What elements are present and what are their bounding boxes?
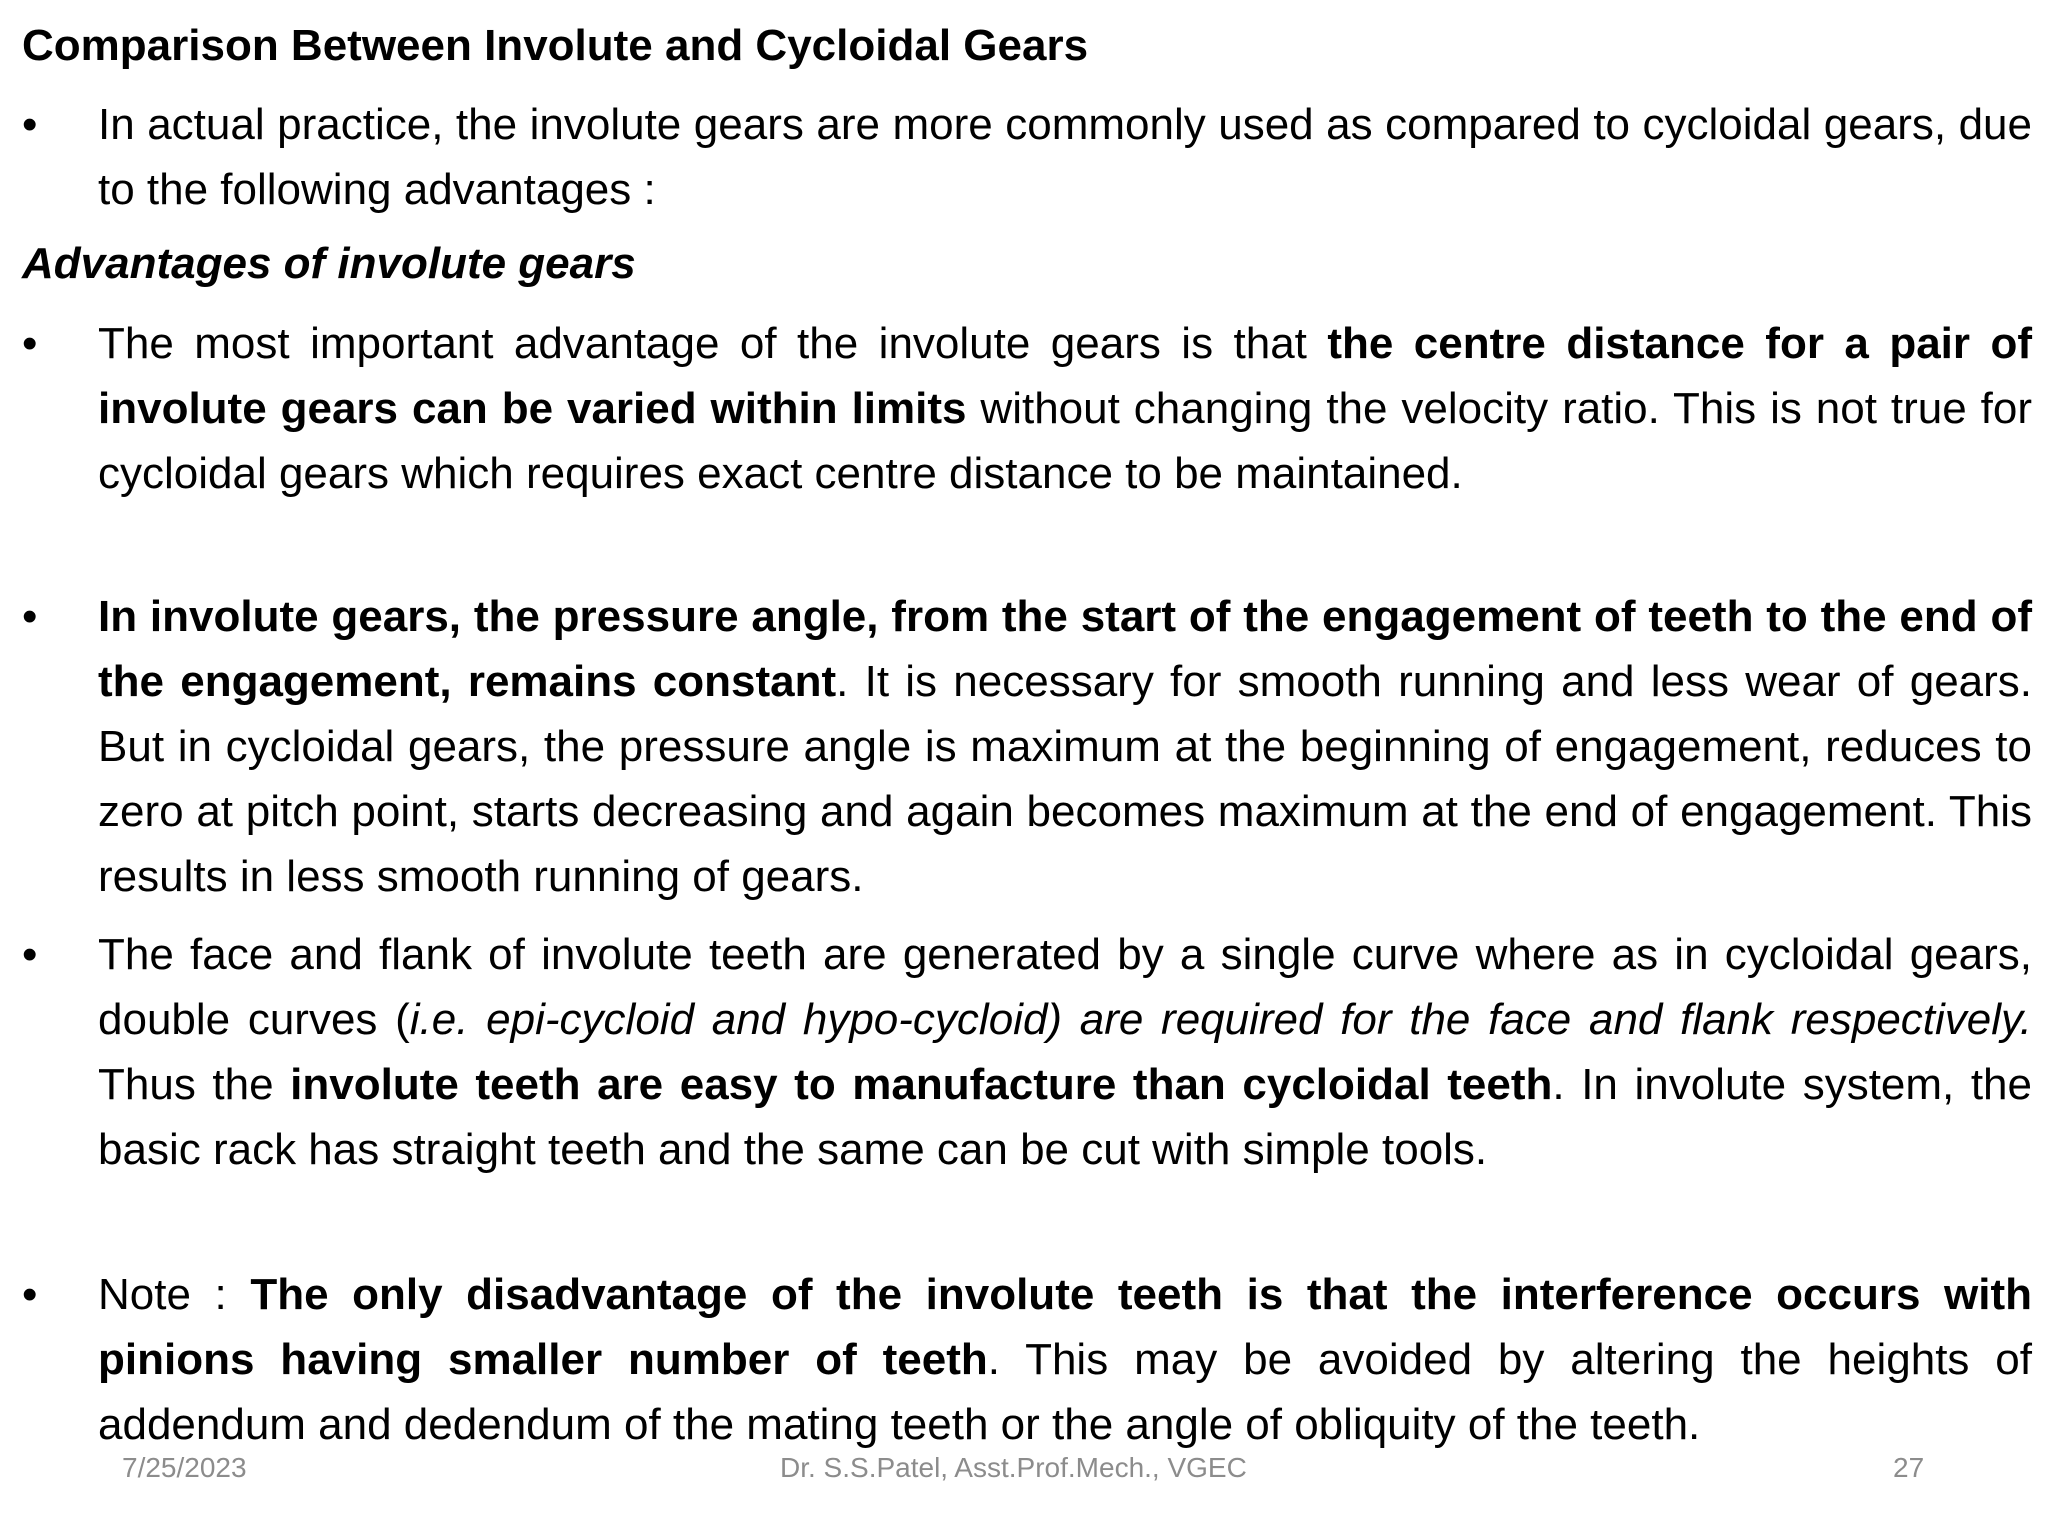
text-run: . In involute system, the basic rack has straight teeth and the same can be cut with simple tools. bbox=[98, 1060, 2033, 1174]
bold-text-run: In involute gears, the pressure angle, from the start of the engagement of teeth to the end of the engagement, remains constant bbox=[98, 592, 2032, 706]
bold-text-run: The only disadvantage of the involute teeth is that the interference occurs with pinions having smaller number of teeth bbox=[98, 1270, 2032, 1384]
advantage-bullet-2 bbox=[22, 584, 2032, 909]
bullet-marker: • bbox=[22, 1270, 38, 1319]
advantage-bullet-2-text bbox=[98, 584, 2032, 909]
bullet-marker: • bbox=[22, 930, 38, 979]
bullet-marker: • bbox=[22, 592, 38, 641]
intro-bullet-text: In actual practice, the involute gears are more commonly used as compared to cycloidal gears, due to the following advantages : bbox=[98, 100, 2032, 214]
text-run: The face and flank of involute teeth are generated by a single curve where as in cycloidal gears, double curves ( bbox=[98, 930, 2032, 1044]
bullet-marker: • bbox=[22, 319, 38, 368]
text-run: Thus the bbox=[98, 1060, 291, 1109]
bullet-marker: • bbox=[22, 100, 38, 149]
intro-bullet bbox=[22, 92, 2032, 222]
note-bullet-text bbox=[98, 1262, 2032, 1457]
advantage-bullet-3 bbox=[22, 922, 2032, 1182]
advantage-bullet-1-text bbox=[98, 311, 2032, 506]
text-run: without changing the velocity ratio. This is not true for cycloidal gears which requires exact centre distance to be maintained. bbox=[98, 384, 2032, 498]
text-run: . It is necessary for smooth running and less wear of gears. But in cycloidal gears, the pressure angle is maximum at the beginning of engagement, reduces to zero at pitch point, starts decreasing and again becomes maximum at the end of engagement. This results in less smooth running of gears. bbox=[98, 657, 2033, 901]
section-subheading: Advantages of involute gears bbox=[22, 239, 636, 288]
footer-page-number: 27 bbox=[1893, 1452, 1925, 1483]
text-run: Note : bbox=[98, 1270, 251, 1319]
advantage-bullet-1 bbox=[22, 311, 2032, 506]
text-run: The most important advantage of the involute gears is that bbox=[98, 319, 1328, 368]
slide-title: Comparison Between Involute and Cycloidal Gears bbox=[22, 21, 1089, 70]
advantage-bullet-3-text bbox=[98, 922, 2032, 1182]
note-bullet bbox=[22, 1262, 2032, 1457]
text-run: . This may be avoided by altering the heights of addendum and dedendum of the mating teeth or the angle of obliquity of the teeth. bbox=[98, 1335, 2032, 1449]
footer-author: Dr. S.S.Patel, Asst.Prof.Mech., VGEC bbox=[780, 1452, 1247, 1483]
footer-date: 7/25/2023 bbox=[122, 1452, 247, 1483]
italic-text-run: i.e. epi-cycloid and hypo-cycloid) are required for the face and flank respectively. bbox=[409, 995, 2032, 1044]
bold-text-run: involute teeth are easy to manufacture than cycloidal teeth bbox=[290, 1060, 1553, 1109]
bold-text-run: the centre distance for a pair of involute gears can be varied within limits bbox=[98, 319, 2032, 433]
